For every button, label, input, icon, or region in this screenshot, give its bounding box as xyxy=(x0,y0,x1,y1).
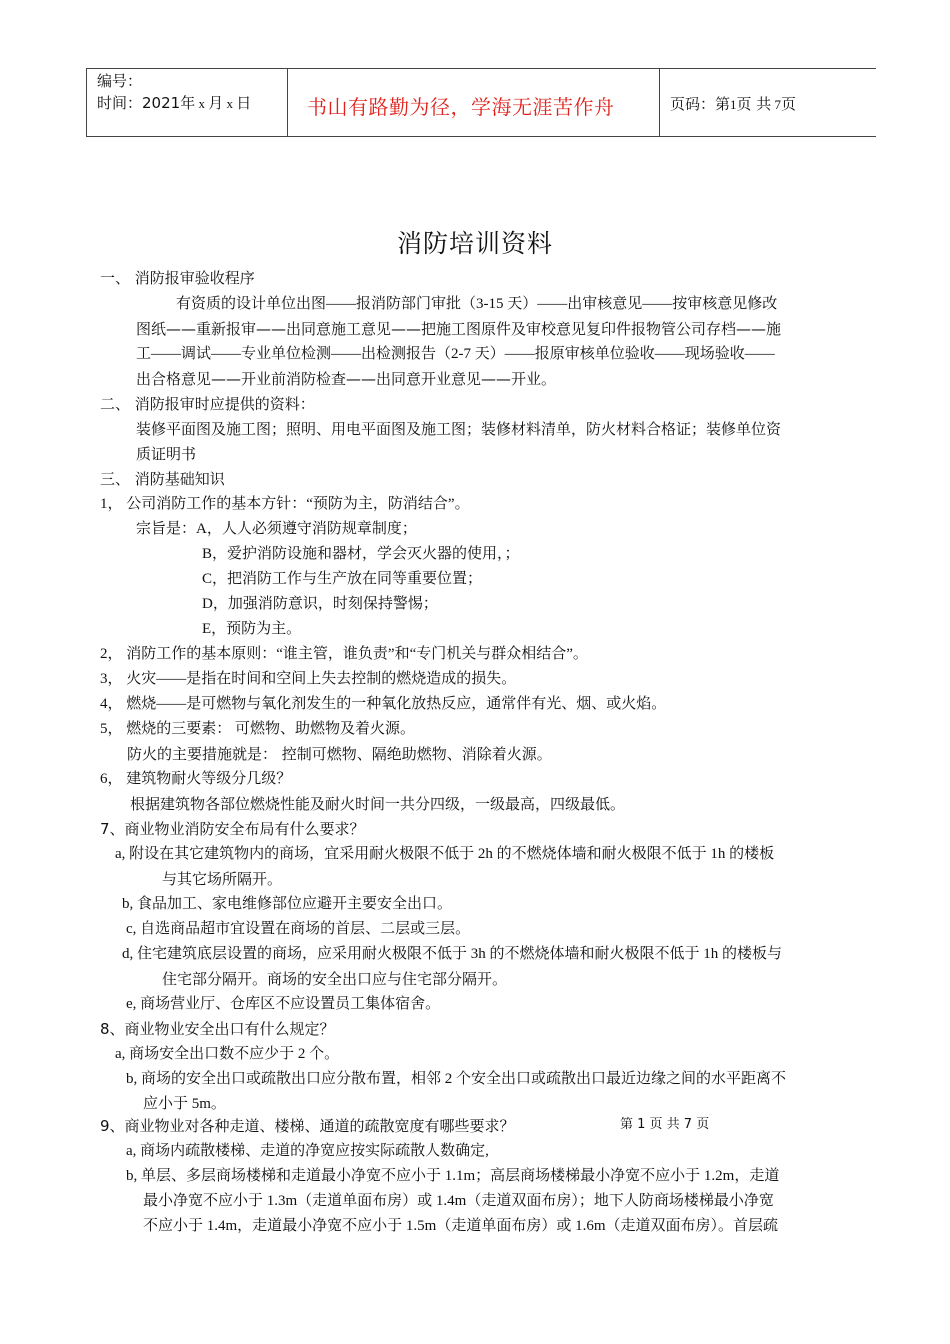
list-item: 最小净宽不应小于 1.3m（走道单面布房）或 1.4m（走道双面布房）；地下人防商场楼梯最小净宽 xyxy=(143,1193,774,1209)
list-item: a, 商场安全出口数不应少于 2 个。 xyxy=(115,1046,340,1062)
list-item: 宗旨是：A，人人必须遵守消防规章制度； xyxy=(136,521,417,537)
list-item: 2， 消防工作的基本原则：“谁主管，谁负责”和“专门机关与群众相结合”。 xyxy=(100,646,588,662)
time-line: 时间：2021年 x 月 x 日 xyxy=(97,94,252,112)
body-line: 有资质的设计单位出图——报消防部门审批（3-15 天）——出审核意见——按审核意见修改 xyxy=(176,296,778,312)
header-meta-cell xyxy=(86,69,287,136)
list-item: B，爱护消防设施和器材，学会灭火器的使用，； xyxy=(202,546,520,562)
document-title: 消防培训资料 xyxy=(396,229,553,258)
list-item: e, 商场营业厅、仓库区不应设置员工集体宿舍。 xyxy=(126,996,441,1012)
list-item: b, 单层、多层商场楼梯和走道最小净宽不应小于 1.1m；高层商场楼梯最小净宽不应小于 1.2m，走道 xyxy=(126,1168,780,1184)
list-item: 6， 建筑物耐火等级分几级？ xyxy=(100,771,292,787)
list-item: 应小于 5m。 xyxy=(143,1096,226,1112)
header-page-cell xyxy=(660,69,876,136)
list-item: a, 附设在其它建筑物内的商场，宜采用耐火极限不低于 2h 的不燃烧体墙和耐火极限不低于 1h 的楼板 xyxy=(115,846,775,862)
list-item: 与其它场所隔开。 xyxy=(162,870,283,888)
list-item: 防火的主要措施就是： 控制可燃物、隔绝助燃物、消除着火源。 xyxy=(127,745,552,763)
list-item: 5， 燃烧的三要素： 可燃物、助燃物及着火源。 xyxy=(100,721,416,737)
section-heading-1: 一、 消防报审验收程序 xyxy=(100,269,255,287)
page-footer: 第 1 页 共 7 页 xyxy=(620,1117,710,1132)
list-item: a, 商场内疏散楼梯、走道的净宽应按实际疏散人数确定, xyxy=(126,1143,489,1159)
list-item: d, 住宅建筑底层设置的商场，应采用耐火极限不低于 3h 的不燃烧体墙和耐火极限不低于 1h 的楼板与 xyxy=(122,946,783,962)
list-item: c, 自选商品超市宜设置在商场的首层、二层或三层。 xyxy=(126,921,471,937)
body-line: 出合格意见——开业前消防检查——出同意开业意见——开业。 xyxy=(136,370,557,388)
question-heading: 9、商业物业对各种走道、楼梯、通道的疏散宽度有哪些要求？ xyxy=(100,1117,515,1135)
list-item: C，把消防工作与生产放在同等重要位置； xyxy=(202,571,483,587)
body-line: 工——调试——专业单位检测——出检测报告（2-7 天）——报原审核单位验收——现场验收—— xyxy=(136,346,775,362)
motto: 书山有路勤为径，学海无涯苦作舟 xyxy=(307,95,615,119)
header-motto-cell xyxy=(287,69,660,136)
list-item: 住宅部分隔开。商场的安全出口应与住宅部分隔开。 xyxy=(162,970,508,988)
section-heading-3: 三、 消防基础知识 xyxy=(100,470,225,488)
list-item: 根据建筑物各部位燃烧性能及耐火时间一共分四级，一级最高，四级最低。 xyxy=(130,795,626,813)
header-table xyxy=(86,68,876,137)
list-item: 3， 火灾——是指在时间和空间上失去控制的燃烧造成的损失。 xyxy=(100,671,517,687)
list-item: 4， 燃烧——是可燃物与氧化剂发生的一种氧化放热反应，通常伴有光、烟、或火焰。 xyxy=(100,696,667,712)
list-item: D，加强消防意识，时刻保持警惕； xyxy=(202,596,438,612)
question-heading: 8、商业物业安全出口有什么规定？ xyxy=(100,1020,335,1038)
list-item: 1， 公司消防工作的基本方针：“预防为主，防消结合”。 xyxy=(100,496,470,512)
section-heading-2: 二、 消防报审时应提供的资料： xyxy=(100,395,315,413)
list-item: b, 商场的安全出口或疏散出口应分散布置，相邻 2 个安全出口或疏散出口最近边缘之间的水平距离不 xyxy=(126,1071,787,1087)
list-item: 不应小于 1.4m，走道最小净宽不应小于 1.5m（走道单面布房）或 1.6m（走道双面布房）。首层疏 xyxy=(143,1218,779,1234)
body-line: 图纸——重新报审——出同意施工意见——把施工图原件及审校意见复印件报物管公司存档——施 xyxy=(136,320,782,338)
body-line: 质证明书 xyxy=(136,445,197,463)
list-item: E，预防为主。 xyxy=(202,621,302,637)
question-heading: 7、商业物业消防安全布局有什么要求？ xyxy=(100,820,365,838)
body-line: 装修平面图及施工图；照明、用电平面图及施工图；装修材料清单，防火材料合格证；装修单位资 xyxy=(136,420,782,438)
list-item: b, 食品加工、家电维修部位应避开主要安全出口。 xyxy=(122,896,453,912)
page-number: 页码：第1页 共 7页 xyxy=(670,95,797,113)
code-label: 编号： xyxy=(97,72,143,90)
